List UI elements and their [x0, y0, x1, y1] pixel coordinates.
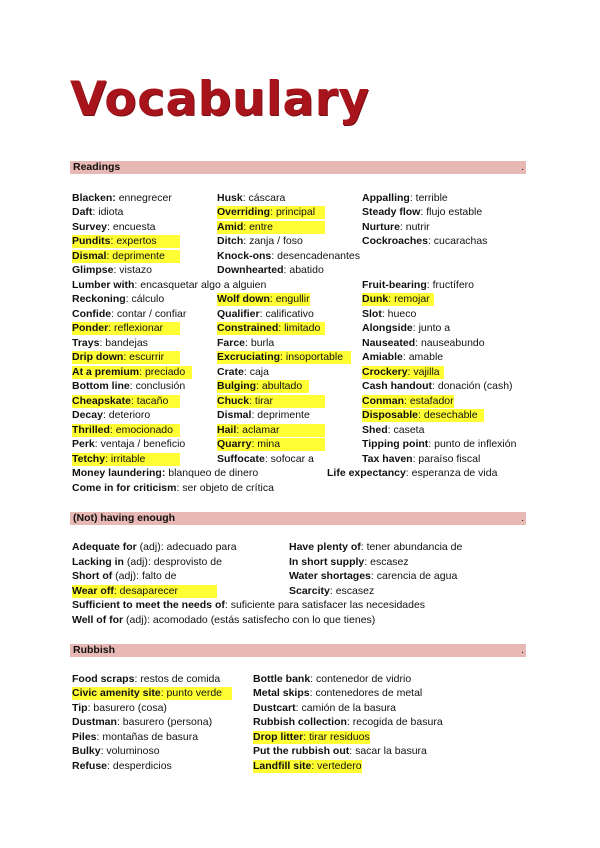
- vocab-translation: (adj): adecuado para: [136, 541, 237, 553]
- vocab-term: Knock-ons: [217, 250, 272, 262]
- vocab-translation: : cáscara: [242, 192, 286, 204]
- vocab-entry: [72, 760, 172, 773]
- vocab-translation: : desechable: [418, 409, 478, 421]
- vocab-entry: [72, 351, 180, 364]
- vocab-term: Slot: [362, 308, 382, 320]
- vocab-term: Civic amenity site: [72, 687, 161, 699]
- vocab-entry: [362, 453, 480, 466]
- vocab-term: Tetchy: [72, 453, 106, 465]
- vocab-entry: [217, 293, 310, 306]
- vocab-translation: : mina: [251, 438, 281, 450]
- vocab-entry: [72, 541, 237, 554]
- vocab-translation: : deprimente: [106, 250, 165, 262]
- vocab-term: Water shortages: [289, 570, 371, 582]
- vocab-term: Tipping point: [362, 438, 429, 450]
- vocab-entry: [362, 192, 448, 205]
- vocab-term: Bottom line: [72, 380, 130, 392]
- vocab-entry: [72, 279, 266, 292]
- vocab-entry: [72, 731, 198, 744]
- vocab-term: Sufficient to meet the needs of: [72, 599, 225, 611]
- vocab-term: Ponder: [72, 322, 109, 334]
- vocab-entry: [217, 264, 324, 277]
- vocab-translation: : conclusión: [129, 380, 186, 392]
- vocab-translation: : calificativo: [259, 308, 314, 320]
- vocab-entry: [217, 366, 269, 379]
- section-header-not-having-enough: [70, 512, 526, 525]
- vocab-translation: : vistazo: [113, 264, 152, 276]
- vocab-translation: : basurero (cosa): [87, 702, 167, 714]
- vocab-term: Alongside: [362, 322, 413, 334]
- vocab-term: Nauseated: [362, 337, 416, 349]
- vocab-translation: : burla: [245, 337, 275, 349]
- section-header-rubbish: [70, 644, 526, 657]
- vocab-translation: : camión de la basura: [295, 702, 397, 714]
- vocab-entry: [217, 351, 351, 364]
- vocab-translation: : escurrir: [123, 351, 165, 363]
- vocab-entry: [253, 731, 370, 744]
- vocab-translation: : engullir: [269, 293, 310, 305]
- vocab-term: Have plenty of: [289, 541, 361, 553]
- vocab-entry: [362, 221, 430, 234]
- vocab-translation: : limitado: [278, 322, 321, 334]
- vocab-entry: [362, 337, 485, 350]
- vocab-term: Disposable: [362, 409, 419, 421]
- vocab-term: Glimpse: [72, 264, 114, 276]
- vocab-entry: [253, 745, 427, 758]
- vocab-entry: [362, 206, 482, 219]
- vocab-translation: : desaparecer: [113, 585, 179, 597]
- vocab-term: Metal skips: [253, 687, 310, 699]
- vocab-translation: : cucarachas: [427, 235, 488, 247]
- vocab-term: Pundits: [72, 235, 111, 247]
- vocab-term: Suffocate: [217, 453, 265, 465]
- vocab-term: Shed: [362, 424, 388, 436]
- vocab-translation: : tacaño: [130, 395, 169, 407]
- vocab-translation: blanqueo de dinero: [165, 467, 259, 479]
- vocab-entry: [72, 337, 148, 350]
- vocab-entry: [72, 293, 164, 306]
- vocab-entry: [362, 322, 450, 335]
- section-label: Rubbish: [73, 644, 115, 656]
- vocab-term: Wear off: [72, 585, 114, 597]
- vocab-term: Come in for criticism: [72, 482, 177, 494]
- vocab-entry: [72, 424, 180, 437]
- vocab-term: Life expectancy: [327, 467, 406, 479]
- vocab-entry: [362, 279, 474, 292]
- vocab-translation: : abatido: [283, 264, 324, 276]
- vocab-term: Well of for: [72, 614, 124, 626]
- vocab-term: Bottle bank: [253, 673, 311, 685]
- vocab-entry: [217, 380, 309, 393]
- vocab-translation: : desperdicios: [107, 760, 172, 772]
- vocab-entry: [72, 395, 180, 408]
- vocab-translation: : amable: [402, 351, 444, 363]
- vocab-term: Hail: [217, 424, 237, 436]
- vocab-term: Thrilled: [72, 424, 110, 436]
- vocab-entry: [217, 409, 310, 422]
- vocab-translation: : caseta: [387, 424, 425, 436]
- vocab-term: Fruit-bearing: [362, 279, 427, 291]
- vocab-entry: [72, 745, 160, 758]
- vocab-entry: [253, 702, 396, 715]
- vocab-entry: [72, 673, 220, 686]
- vocab-entry: [72, 702, 167, 715]
- vocab-entry: [72, 585, 217, 598]
- vocab-translation: : emocionado: [109, 424, 173, 436]
- vocab-term: Dunk: [362, 293, 389, 305]
- vocab-entry: [362, 366, 444, 379]
- vocab-term: Cash handout: [362, 380, 432, 392]
- vocab-term: Appalling: [362, 192, 410, 204]
- vocab-translation: : paraíso fiscal: [412, 453, 481, 465]
- vocab-translation: : contar / confiar: [111, 308, 187, 320]
- vocab-term: Steady flow: [362, 206, 421, 218]
- vocab-entry: [217, 308, 314, 321]
- vocab-term: Decay: [72, 409, 103, 421]
- vocab-term: Downhearted: [217, 264, 284, 276]
- vocab-entry: [72, 467, 258, 480]
- vocab-term: Husk: [217, 192, 243, 204]
- vocab-translation: : hueco: [381, 308, 417, 320]
- vocab-entry: [217, 206, 325, 219]
- page-title: Vocabulary: [70, 72, 370, 127]
- vocab-entry: [362, 235, 487, 248]
- vocab-entry: [289, 585, 374, 598]
- vocab-entry: [72, 366, 192, 379]
- vocab-term: Dismal: [217, 409, 252, 421]
- vocab-translation: : basurero (persona): [116, 716, 213, 728]
- vocab-term: Landfill site: [253, 760, 312, 772]
- vocab-translation: : donación (cash): [432, 380, 513, 392]
- vocab-translation: : cálculo: [125, 293, 165, 305]
- vocab-translation: : terrible: [409, 192, 448, 204]
- vocab-entry: [72, 453, 180, 466]
- vocab-entry: [72, 380, 185, 393]
- vocab-entry: [253, 673, 411, 686]
- vocab-translation: : escasez: [364, 556, 409, 568]
- section-label: (Not) having enough: [73, 512, 176, 524]
- vocab-translation: : estafador: [404, 395, 454, 407]
- vocab-term: Crockery: [362, 366, 408, 378]
- vocab-entry: [289, 556, 409, 569]
- vocab-translation: (adj): acomodado (estás satisfecho con lo que tienes): [123, 614, 376, 626]
- vocab-translation: : reflexionar: [108, 322, 164, 334]
- vocab-entry: [362, 438, 516, 451]
- vocab-entry: [72, 192, 172, 205]
- vocab-term: Lumber with: [72, 279, 135, 291]
- vocab-translation: : bandejas: [99, 337, 148, 349]
- vocab-entry: [362, 351, 443, 364]
- vocab-entry: [362, 308, 416, 321]
- vocab-term: Adequate for: [72, 541, 137, 553]
- vocab-term: Dustcart: [253, 702, 296, 714]
- vocab-entry: [72, 250, 180, 263]
- vocab-translation: : punto de inflexión: [428, 438, 517, 450]
- vocab-translation: : junto a: [412, 322, 451, 334]
- vocab-term: Bulky: [72, 745, 101, 757]
- vocab-translation: : entre: [243, 221, 274, 233]
- vocab-translation: : sacar la basura: [349, 745, 427, 757]
- vocab-term: Daft: [72, 206, 93, 218]
- vocab-translation: : flujo estable: [420, 206, 483, 218]
- vocab-term: Bulging: [217, 380, 257, 392]
- vocab-entry: [217, 395, 325, 408]
- vocab-entry: [289, 541, 462, 554]
- vocab-entry: [217, 438, 325, 451]
- vocab-entry: [217, 221, 325, 234]
- section-end-mark: .: [521, 161, 524, 173]
- vocab-term: At a premium: [72, 366, 140, 378]
- vocab-term: Rubbish collection: [253, 716, 347, 728]
- vocab-entry: [289, 570, 457, 583]
- vocab-entry: [217, 192, 285, 205]
- section-label: Readings: [73, 161, 121, 173]
- vocab-translation: : irritable: [105, 453, 146, 465]
- vocab-entry: [217, 337, 274, 350]
- vocab-entry: [72, 482, 274, 495]
- vocab-entry: [72, 716, 212, 729]
- vocab-translation: : carencia de agua: [370, 570, 458, 582]
- vocab-translation: : restos de comida: [134, 673, 221, 685]
- vocab-term: Put the rubbish out: [253, 745, 350, 757]
- vocab-entry: [217, 235, 303, 248]
- vocab-term: Survey: [72, 221, 108, 233]
- vocab-translation: : contenedor de vidrio: [310, 673, 412, 685]
- vocab-entry: [72, 322, 180, 335]
- vocab-term: Tip: [72, 702, 88, 714]
- vocab-entry: [72, 409, 150, 422]
- vocab-entry: [327, 467, 497, 480]
- vocab-term: Wolf down: [217, 293, 270, 305]
- vocab-translation: : voluminoso: [100, 745, 160, 757]
- vocab-translation: : fructífero: [426, 279, 475, 291]
- vocab-entry: [72, 599, 425, 612]
- vocab-translation: : idiota: [92, 206, 124, 218]
- vocab-term: Constrained: [217, 322, 279, 334]
- vocab-term: Overriding: [217, 206, 271, 218]
- vocab-translation: : remojar: [388, 293, 430, 305]
- vocab-term: Dismal: [72, 250, 107, 262]
- vocab-term: Short of: [72, 570, 113, 582]
- vocab-term: Drip down: [72, 351, 124, 363]
- vocab-term: Tax haven: [362, 453, 413, 465]
- vocab-translation: : nutrir: [399, 221, 430, 233]
- vocab-translation: : tirar residuos: [303, 731, 370, 743]
- vocab-entry: [72, 687, 232, 700]
- vocab-translation: : zanja / foso: [243, 235, 303, 247]
- vocab-translation: : nauseabundo: [415, 337, 485, 349]
- vocab-translation: : escasez: [329, 585, 375, 597]
- vocab-translation: (adj): falto de: [112, 570, 177, 582]
- vocab-entry: [253, 716, 443, 729]
- vocab-translation: : ser objeto de crítica: [176, 482, 274, 494]
- vocab-translation: : montañas de basura: [96, 731, 199, 743]
- vocab-term: Lacking in: [72, 556, 124, 568]
- vocab-translation: : aclamar: [236, 424, 280, 436]
- vocab-translation: : tener abundancia de: [360, 541, 463, 553]
- vocab-term: Crate: [217, 366, 244, 378]
- vocab-term: Nurture: [362, 221, 400, 233]
- vocab-entry: [217, 424, 325, 437]
- vocab-translation: : caja: [243, 366, 269, 378]
- vocab-entry: [72, 438, 185, 451]
- vocab-entry: [72, 235, 180, 248]
- vocab-term: Ditch: [217, 235, 244, 247]
- vocab-term: Cockroaches: [362, 235, 428, 247]
- vocab-term: Cheapskate: [72, 395, 131, 407]
- vocab-term: Farce: [217, 337, 246, 349]
- vocab-translation: : abultado: [256, 380, 303, 392]
- vocab-term: Blacken:: [72, 192, 116, 204]
- vocab-term: Perk: [72, 438, 95, 450]
- vocab-translation: : principal: [270, 206, 316, 218]
- vocab-term: Scarcity: [289, 585, 330, 597]
- vocab-term: Money laundering:: [72, 467, 166, 479]
- vocab-translation: : tirar: [249, 395, 274, 407]
- vocab-entry: [72, 206, 123, 219]
- vocab-translation: : sofocar a: [264, 453, 314, 465]
- vocab-translation: : suficiente para satisfacer las necesidades: [224, 599, 426, 611]
- vocab-translation: : contenedores de metal: [309, 687, 423, 699]
- vocab-entry: [72, 308, 186, 321]
- vocab-term: Piles: [72, 731, 97, 743]
- vocab-translation: : deprimente: [251, 409, 310, 421]
- vocab-entry: [72, 556, 222, 569]
- vocab-translation: : preciado: [139, 366, 186, 378]
- vocab-translation: (adj): desprovisto de: [123, 556, 222, 568]
- vocab-term: Qualifier: [217, 308, 260, 320]
- vocab-entry: [217, 322, 325, 335]
- vocab-term: Conman: [362, 395, 404, 407]
- vocab-translation: : encuesta: [107, 221, 156, 233]
- vocab-term: Dustman: [72, 716, 117, 728]
- vocab-translation: : vajilla: [407, 366, 440, 378]
- vocab-term: In short supply: [289, 556, 365, 568]
- vocab-entry: [253, 687, 422, 700]
- vocab-translation: : insoportable: [280, 351, 344, 363]
- vocab-term: Amiable: [362, 351, 403, 363]
- vocab-translation: : ventaja / beneficio: [94, 438, 186, 450]
- vocab-term: Quarry: [217, 438, 252, 450]
- vocab-entry: [72, 221, 155, 234]
- vocab-translation: : vertedero: [311, 760, 362, 772]
- vocab-term: Refuse: [72, 760, 108, 772]
- vocab-entry: [362, 380, 513, 393]
- vocab-translation: : esperanza de vida: [405, 467, 498, 479]
- vocab-term: Confide: [72, 308, 112, 320]
- vocab-translation: : recogida de basura: [346, 716, 443, 728]
- vocab-entry: [72, 614, 375, 627]
- vocab-term: Food scraps: [72, 673, 135, 685]
- vocab-term: Excruciating: [217, 351, 281, 363]
- vocab-term: Chuck: [217, 395, 250, 407]
- vocab-entry: [362, 409, 484, 422]
- vocab-translation: : deterioro: [102, 409, 151, 421]
- vocab-term: Amid: [217, 221, 244, 233]
- vocab-entry: [362, 424, 424, 437]
- vocab-entry: [217, 453, 314, 466]
- vocab-translation: : desencadenantes: [271, 250, 361, 262]
- vocab-entry: [362, 293, 434, 306]
- vocab-entry: [362, 395, 454, 408]
- vocab-translation: : punto verde: [160, 687, 223, 699]
- vocab-translation: ennegrecer: [115, 192, 172, 204]
- section-header-readings: [70, 161, 526, 174]
- section-end-mark: .: [521, 644, 524, 656]
- vocab-term: Drop litter: [253, 731, 304, 743]
- vocab-entry: [217, 250, 360, 263]
- vocab-translation: : expertos: [110, 235, 157, 247]
- vocab-translation: : encasquetar algo a alguien: [134, 279, 267, 291]
- vocab-entry: [72, 264, 152, 277]
- vocab-entry: [72, 570, 176, 583]
- vocab-term: Reckoning: [72, 293, 126, 305]
- vocab-entry: [253, 760, 362, 773]
- vocab-term: Trays: [72, 337, 100, 349]
- section-end-mark: .: [521, 512, 524, 524]
